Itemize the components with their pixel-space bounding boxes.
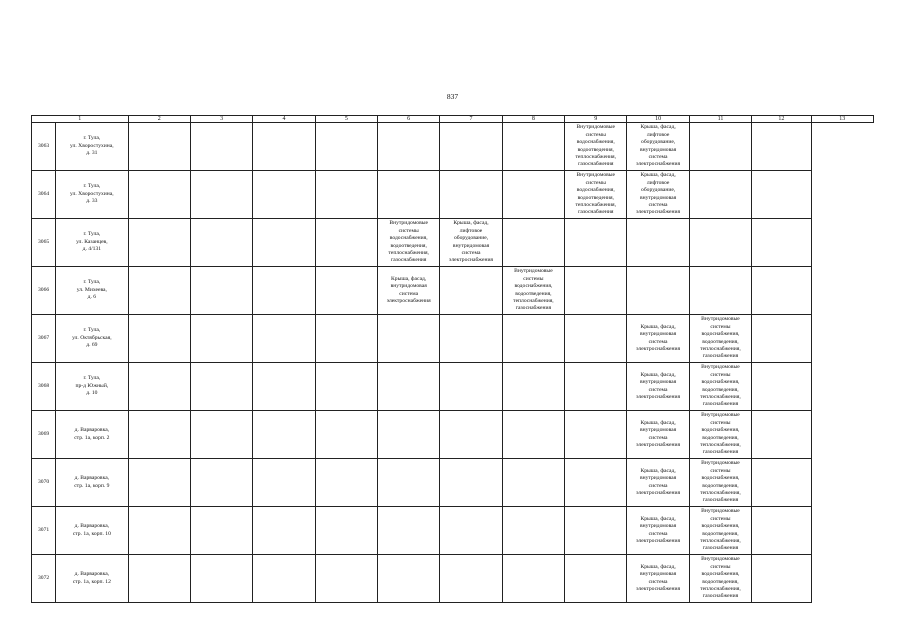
work-cell-col-8 [440,363,502,411]
table-row [32,123,874,171]
table-row [32,411,874,459]
work-cell-col-11 [627,219,689,267]
work-cell-col-11: Крыша, фасад, внутридомовая система электроснабжения [627,315,689,363]
work-cell-col-4 [190,459,252,507]
work-cell-col-4 [190,219,252,267]
work-cell-col-11: Крыша, фасад, внутридомовая система электроснабжения [627,555,689,603]
work-cell-col-5 [253,507,315,555]
work-cell-col-6 [315,171,377,219]
table-row [32,459,874,507]
column-number-row [32,116,874,123]
work-cell-col-10 [565,507,627,555]
work-cell-col-10 [565,315,627,363]
work-cell-col-10 [565,363,627,411]
work-cell-col-7 [378,507,440,555]
work-cell-col-9 [502,219,564,267]
column-header: 10 [627,116,689,123]
table-row [32,363,874,411]
work-cell-col-4 [190,507,252,555]
address-cell: д. Варваровка, стр. 1а, корп. 10 [56,507,128,555]
work-cell-col-9 [502,315,564,363]
work-cell-col-7 [378,123,440,171]
work-cell-col-4 [190,411,252,459]
work-cell-col-4 [190,267,252,315]
row-number: 3068 [32,363,56,411]
work-cell-col-5 [253,555,315,603]
work-cell-col-8 [440,267,502,315]
work-cell-col-12 [689,219,751,267]
column-header: 6 [378,116,440,123]
work-cell-col-4 [190,171,252,219]
repair-schedule-table [31,115,874,603]
work-cell-col-5 [253,363,315,411]
row-number: 3071 [32,507,56,555]
work-cell-col-3 [128,315,190,363]
work-cell-col-9 [502,411,564,459]
work-cell-col-6 [315,555,377,603]
work-cell-col-13 [752,507,811,555]
work-cell-col-13 [752,555,811,603]
row-number: 3069 [32,411,56,459]
row-number: 3067 [32,315,56,363]
column-header: 11 [689,116,751,123]
work-cell-col-13 [752,171,811,219]
table-row [32,555,874,603]
table-row [32,171,874,219]
work-cell-col-4 [190,555,252,603]
work-cell-col-9 [502,363,564,411]
column-header: 8 [502,116,564,123]
work-cell-col-5 [253,459,315,507]
work-cell-col-10: Внутридомовые системы водоснабжения, водоотведения, теплоснабжения, газоснабжения [565,123,627,171]
work-cell-col-7 [378,411,440,459]
work-cell-col-10: Внутридомовые системы водоснабжения, водоотведения, теплоснабжения, газоснабжения [565,171,627,219]
work-cell-col-5 [253,171,315,219]
work-cell-col-9 [502,123,564,171]
work-cell-col-3 [128,459,190,507]
work-cell-col-12 [689,123,751,171]
address-cell: г. Тула, ул. Казанцев, д. 4/131 [56,219,128,267]
work-cell-col-11: Крыша, фасад, внутридомовая система электроснабжения [627,507,689,555]
work-cell-col-3 [128,123,190,171]
address-cell: г. Тула, ул. Михеева, д. 6 [56,267,128,315]
row-number: 3066 [32,267,56,315]
row-number: 3064 [32,171,56,219]
column-header: 1 [32,116,129,123]
work-cell-col-13 [752,459,811,507]
address-cell: д. Варваровка, стр. 1а, корп. 12 [56,555,128,603]
work-cell-col-5 [253,315,315,363]
column-header: 9 [565,116,627,123]
work-cell-col-9 [502,507,564,555]
work-cell-col-13 [752,123,811,171]
work-cell-col-3 [128,363,190,411]
work-cell-col-13 [752,411,811,459]
work-cell-col-13 [752,267,811,315]
table-body [32,123,874,603]
work-cell-col-7 [378,363,440,411]
work-cell-col-12: Внутридомовые системы водоснабжения, водоотведения, теплоснабжения, газоснабжения [689,555,751,603]
work-cell-col-8 [440,411,502,459]
work-cell-col-6 [315,123,377,171]
work-cell-col-11: Крыша, фасад, лифтовое оборудование, внутридомовая система электроснабжения [627,171,689,219]
table-row [32,219,874,267]
work-cell-col-8 [440,459,502,507]
work-cell-col-12: Внутридомовые системы водоснабжения, водоотведения, теплоснабжения, газоснабжения [689,363,751,411]
work-cell-col-5 [253,123,315,171]
address-cell: д. Варваровка, стр. 1а, корп. 2 [56,411,128,459]
column-header: 2 [128,116,190,123]
work-cell-col-13 [752,315,811,363]
row-number: 3072 [32,555,56,603]
work-cell-col-8 [440,555,502,603]
work-cell-col-5 [253,267,315,315]
work-cell-col-13 [752,363,811,411]
work-cell-col-4 [190,315,252,363]
work-cell-col-11: Крыша, фасад, внутридомовая система электроснабжения [627,459,689,507]
work-cell-col-10 [565,555,627,603]
work-cell-col-11 [627,267,689,315]
work-cell-col-6 [315,411,377,459]
work-cell-col-6 [315,507,377,555]
table-row [32,315,874,363]
work-cell-col-11: Крыша, фасад, внутридомовая система электроснабжения [627,411,689,459]
work-cell-col-7 [378,459,440,507]
work-cell-col-7 [378,315,440,363]
column-header: 7 [440,116,502,123]
work-cell-col-12: Внутридомовые системы водоснабжения, водоотведения, теплоснабжения, газоснабжения [689,315,751,363]
address-cell: г. Тула, ул. Хворостухина, д. 31 [56,123,128,171]
work-cell-col-5 [253,219,315,267]
work-cell-col-8: Крыша, фасад, лифтовое оборудование, внутридомовая система электроснабжения [440,219,502,267]
row-number: 3063 [32,123,56,171]
work-cell-col-6 [315,363,377,411]
work-cell-col-12 [689,267,751,315]
address-cell: г. Тула, пр-д Южный, д. 10 [56,363,128,411]
work-cell-col-8 [440,315,502,363]
work-cell-col-4 [190,363,252,411]
work-cell-col-10 [565,267,627,315]
address-cell: д. Варваровка, стр. 1а, корп. 9 [56,459,128,507]
work-cell-col-12 [689,171,751,219]
work-cell-col-10 [565,411,627,459]
work-cell-col-9 [502,459,564,507]
work-cell-col-3 [128,555,190,603]
work-cell-col-6 [315,315,377,363]
work-cell-col-6 [315,219,377,267]
work-cell-col-8 [440,171,502,219]
work-cell-col-7: Внутридомовые системы водоснабжения, водоотведения, теплоснабжения, газоснабжения [378,219,440,267]
work-cell-col-10 [565,459,627,507]
column-header: 12 [752,116,811,123]
work-cell-col-11: Крыша, фасад, внутридомовая система электроснабжения [627,363,689,411]
work-cell-col-5 [253,411,315,459]
work-cell-col-11: Крыша, фасад, лифтовое оборудование, внутридомовая система электроснабжения [627,123,689,171]
work-cell-col-12: Внутридомовые системы водоснабжения, водоотведения, теплоснабжения, газоснабжения [689,507,751,555]
column-header: 4 [253,116,315,123]
work-cell-col-12: Внутридомовые системы водоснабжения, водоотведения, теплоснабжения, газоснабжения [689,459,751,507]
work-cell-col-9 [502,555,564,603]
row-number: 3070 [32,459,56,507]
work-cell-col-6 [315,267,377,315]
work-cell-col-9: Внутридомовые системы водоснабжения, водоотведения, теплоснабжения, газоснабжения [502,267,564,315]
work-cell-col-3 [128,171,190,219]
work-cell-col-9 [502,171,564,219]
address-cell: г. Тула, ул. Хворостухина, д. 33 [56,171,128,219]
work-cell-col-8 [440,507,502,555]
work-cell-col-7: Крыша, фасад, внутридомовая система электроснабжения [378,267,440,315]
table-row [32,267,874,315]
table-row [32,507,874,555]
work-cell-col-3 [128,411,190,459]
work-cell-col-4 [190,123,252,171]
work-cell-col-13 [752,219,811,267]
column-header: 3 [190,116,252,123]
page-number: 837 [446,92,459,101]
work-cell-col-3 [128,507,190,555]
work-cell-col-12: Внутридомовые системы водоснабжения, водоотведения, теплоснабжения, газоснабжения [689,411,751,459]
work-cell-col-7 [378,555,440,603]
column-header: 5 [315,116,377,123]
work-cell-col-6 [315,459,377,507]
work-cell-col-3 [128,267,190,315]
row-number: 3065 [32,219,56,267]
address-cell: г. Тула, ул. Октябрьская, д. 69 [56,315,128,363]
work-cell-col-3 [128,219,190,267]
work-cell-col-7 [378,171,440,219]
work-cell-col-10 [565,219,627,267]
work-cell-col-8 [440,123,502,171]
column-header: 13 [811,116,874,123]
